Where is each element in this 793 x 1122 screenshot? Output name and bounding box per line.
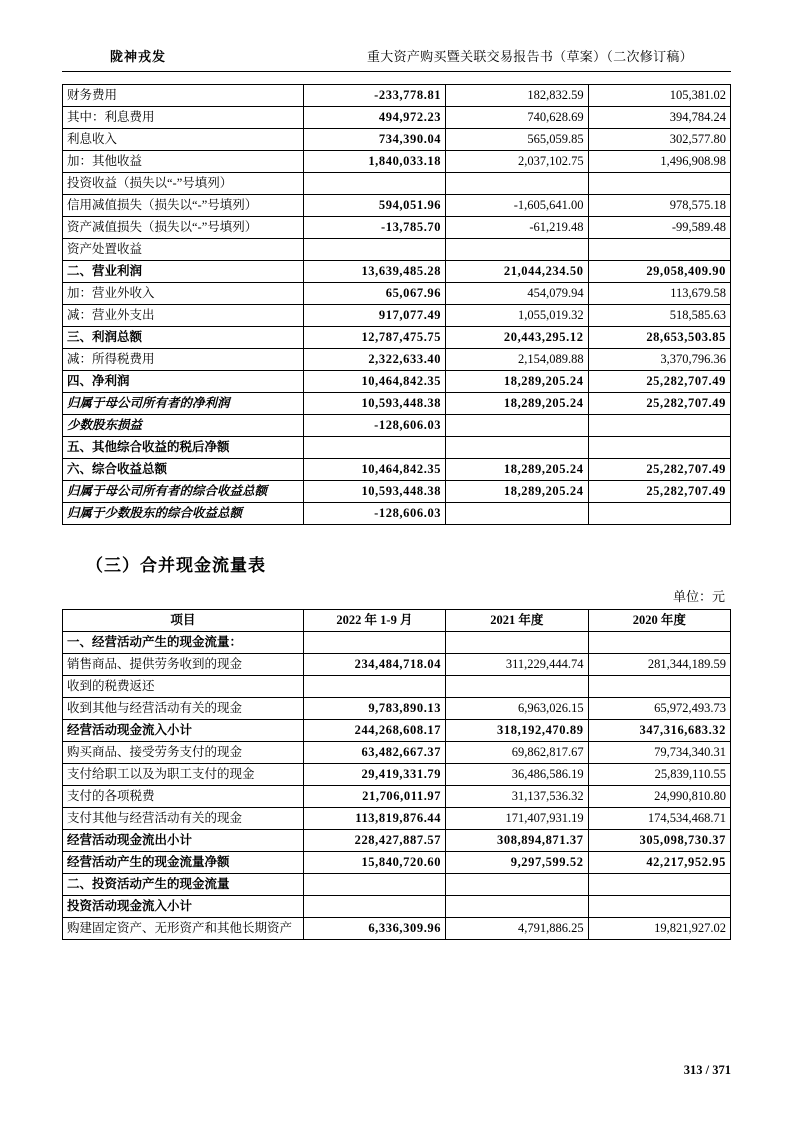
row-value-3: 79,734,340.31 xyxy=(588,742,730,764)
row-value-2: 171,407,931.19 xyxy=(446,808,588,830)
table-row xyxy=(63,654,731,676)
row-value-2 xyxy=(446,239,588,261)
column-header-2020: 2020 年度 xyxy=(588,610,730,632)
row-value-1: 12,787,475.75 xyxy=(303,327,445,349)
row-label: 经营活动产生的现金流量净额 xyxy=(63,852,304,874)
row-label: 投资活动现金流入小计 xyxy=(63,896,304,918)
table-header-row xyxy=(63,610,731,632)
row-value-1: 65,067.96 xyxy=(303,283,445,305)
table-row xyxy=(63,786,731,808)
row-value-2: 311,229,444.74 xyxy=(446,654,588,676)
row-value-3 xyxy=(588,503,730,525)
row-value-3: 65,972,493.73 xyxy=(588,698,730,720)
row-value-3: 28,653,503.85 xyxy=(588,327,730,349)
row-value-3: 394,784.24 xyxy=(588,107,730,129)
row-label: 支付的各项税费 xyxy=(63,786,304,808)
header-divider xyxy=(62,71,731,72)
row-value-2: 2,154,089.88 xyxy=(446,349,588,371)
row-value-2 xyxy=(446,676,588,698)
row-value-3: 3,370,796.36 xyxy=(588,349,730,371)
table-row xyxy=(63,393,731,415)
row-label: 支付给职工以及为职工支付的现金 xyxy=(63,764,304,786)
row-value-1: -13,785.70 xyxy=(303,217,445,239)
header-company-name: 陇神戎发 xyxy=(110,49,167,64)
row-value-1: -233,778.81 xyxy=(303,85,445,107)
row-value-2: 36,486,586.19 xyxy=(446,764,588,786)
section-title: （三）合并现金流量表 xyxy=(86,556,266,575)
row-label: 购建固定资产、无形资产和其他长期资产 xyxy=(63,918,304,940)
row-label: 投资收益（损失以“-”号填列） xyxy=(63,173,304,195)
page-header xyxy=(62,46,731,65)
row-value-2 xyxy=(446,503,588,525)
row-value-2: 18,289,205.24 xyxy=(446,371,588,393)
row-value-3 xyxy=(588,874,730,896)
row-value-1: 10,464,842.35 xyxy=(303,371,445,393)
row-label: 归属于少数股东的综合收益总额 xyxy=(63,503,304,525)
row-value-3 xyxy=(588,896,730,918)
table-row xyxy=(63,85,731,107)
table-row xyxy=(63,371,731,393)
row-value-1: 63,482,667.37 xyxy=(303,742,445,764)
row-label: 二、投资活动产生的现金流量 xyxy=(63,874,304,896)
row-value-1: 10,593,448.38 xyxy=(303,481,445,503)
row-value-1: 1,840,033.18 xyxy=(303,151,445,173)
table-row xyxy=(63,129,731,151)
row-label: 资产减值损失（损失以“-”号填列） xyxy=(63,217,304,239)
row-value-3: 24,990,810.80 xyxy=(588,786,730,808)
row-value-1: 228,427,887.57 xyxy=(303,830,445,852)
row-label: 经营活动现金流入小计 xyxy=(63,720,304,742)
row-value-1: -128,606.03 xyxy=(303,503,445,525)
table-row xyxy=(63,437,731,459)
row-label: 减：所得税费用 xyxy=(63,349,304,371)
table-row xyxy=(63,852,731,874)
row-value-2: 740,628.69 xyxy=(446,107,588,129)
row-value-2: 454,079.94 xyxy=(446,283,588,305)
table-row xyxy=(63,764,731,786)
row-value-1: 234,484,718.04 xyxy=(303,654,445,676)
row-value-2: 69,862,817.67 xyxy=(446,742,588,764)
table-row xyxy=(63,676,731,698)
row-value-1: 10,464,842.35 xyxy=(303,459,445,481)
row-value-1 xyxy=(303,874,445,896)
row-value-3: 105,381.02 xyxy=(588,85,730,107)
table-row xyxy=(63,327,731,349)
row-value-2: 565,059.85 xyxy=(446,129,588,151)
table-row xyxy=(63,151,731,173)
cashflow-statement-table xyxy=(62,609,731,940)
row-label: 其中：利息费用 xyxy=(63,107,304,129)
row-value-3 xyxy=(588,173,730,195)
table-row xyxy=(63,808,731,830)
row-label: 支付其他与经营活动有关的现金 xyxy=(63,808,304,830)
table-row xyxy=(63,720,731,742)
row-label: 二、营业利润 xyxy=(63,261,304,283)
row-value-1: 113,819,876.44 xyxy=(303,808,445,830)
column-header-item: 项目 xyxy=(63,610,304,632)
table-row xyxy=(63,874,731,896)
row-value-3: 978,575.18 xyxy=(588,195,730,217)
row-value-2 xyxy=(446,415,588,437)
row-value-3: 25,282,707.49 xyxy=(588,371,730,393)
column-header-2022: 2022 年 1-9 月 xyxy=(303,610,445,632)
row-label: 加：其他收益 xyxy=(63,151,304,173)
table-row xyxy=(63,632,731,654)
row-value-1 xyxy=(303,173,445,195)
row-label: 财务费用 xyxy=(63,85,304,107)
row-value-3: -99,589.48 xyxy=(588,217,730,239)
row-value-1: 734,390.04 xyxy=(303,129,445,151)
row-value-2: 18,289,205.24 xyxy=(446,393,588,415)
row-value-3: 25,282,707.49 xyxy=(588,459,730,481)
row-value-2 xyxy=(446,896,588,918)
row-label: 购买商品、接受劳务支付的现金 xyxy=(63,742,304,764)
row-value-1 xyxy=(303,239,445,261)
row-value-3: 174,534,468.71 xyxy=(588,808,730,830)
row-label: 少数股东损益 xyxy=(63,415,304,437)
row-label: 五、其他综合收益的税后净额 xyxy=(63,437,304,459)
row-value-3: 281,344,189.59 xyxy=(588,654,730,676)
row-value-3 xyxy=(588,239,730,261)
row-value-2: 4,791,886.25 xyxy=(446,918,588,940)
row-value-3: 42,217,952.95 xyxy=(588,852,730,874)
table-row xyxy=(63,481,731,503)
row-label: 六、综合收益总额 xyxy=(63,459,304,481)
row-value-2: 182,832.59 xyxy=(446,85,588,107)
table-row xyxy=(63,349,731,371)
row-value-2: 18,289,205.24 xyxy=(446,481,588,503)
row-value-2: 308,894,871.37 xyxy=(446,830,588,852)
row-value-2: 6,963,026.15 xyxy=(446,698,588,720)
table-row xyxy=(63,283,731,305)
table-row xyxy=(63,217,731,239)
row-value-2 xyxy=(446,173,588,195)
table-row xyxy=(63,830,731,852)
row-label: 资产处置收益 xyxy=(63,239,304,261)
row-value-2: 2,037,102.75 xyxy=(446,151,588,173)
row-value-2: 9,297,599.52 xyxy=(446,852,588,874)
row-value-2: -61,219.48 xyxy=(446,217,588,239)
table-row xyxy=(63,896,731,918)
row-value-3: 347,316,683.32 xyxy=(588,720,730,742)
header-document-title: 重大资产购买暨关联交易报告书（草案）（二次修订稿） xyxy=(366,49,693,64)
row-value-3 xyxy=(588,632,730,654)
row-label: 三、利润总额 xyxy=(63,327,304,349)
table-row xyxy=(63,107,731,129)
row-value-3 xyxy=(588,415,730,437)
row-value-3: 25,839,110.55 xyxy=(588,764,730,786)
table-row xyxy=(63,195,731,217)
table-row xyxy=(63,918,731,940)
row-value-1: -128,606.03 xyxy=(303,415,445,437)
row-label: 销售商品、提供劳务收到的现金 xyxy=(63,654,304,676)
row-value-3: 25,282,707.49 xyxy=(588,481,730,503)
row-value-3: 19,821,927.02 xyxy=(588,918,730,940)
row-value-1: 9,783,890.13 xyxy=(303,698,445,720)
row-value-2 xyxy=(446,874,588,896)
row-value-3: 302,577.80 xyxy=(588,129,730,151)
row-value-1 xyxy=(303,676,445,698)
table-row xyxy=(63,698,731,720)
table-row xyxy=(63,305,731,327)
row-value-1: 29,419,331.79 xyxy=(303,764,445,786)
table-row xyxy=(63,503,731,525)
row-label: 信用减值损失（损失以“-”号填列） xyxy=(63,195,304,217)
row-value-2: 18,289,205.24 xyxy=(446,459,588,481)
table-row xyxy=(63,173,731,195)
row-label: 收到其他与经营活动有关的现金 xyxy=(63,698,304,720)
table-row xyxy=(63,742,731,764)
row-value-2: 318,192,470.89 xyxy=(446,720,588,742)
row-value-1: 21,706,011.97 xyxy=(303,786,445,808)
row-value-1 xyxy=(303,437,445,459)
table-row xyxy=(63,415,731,437)
row-value-2: 31,137,536.32 xyxy=(446,786,588,808)
unit-label: 单位：元 xyxy=(672,589,725,604)
row-value-3 xyxy=(588,437,730,459)
row-value-3: 25,282,707.49 xyxy=(588,393,730,415)
row-value-2: -1,605,641.00 xyxy=(446,195,588,217)
row-value-1 xyxy=(303,896,445,918)
row-value-2 xyxy=(446,437,588,459)
row-value-1: 494,972.23 xyxy=(303,107,445,129)
row-value-1: 15,840,720.60 xyxy=(303,852,445,874)
income-statement-table xyxy=(62,84,731,525)
row-label: 经营活动现金流出小计 xyxy=(63,830,304,852)
row-label: 归属于母公司所有者的净利润 xyxy=(63,393,304,415)
row-value-1: 244,268,608.17 xyxy=(303,720,445,742)
row-value-3: 305,098,730.37 xyxy=(588,830,730,852)
table-row xyxy=(63,239,731,261)
row-value-2: 1,055,019.32 xyxy=(446,305,588,327)
table-row xyxy=(63,459,731,481)
row-value-1: 594,051.96 xyxy=(303,195,445,217)
row-value-1: 2,322,633.40 xyxy=(303,349,445,371)
row-value-1: 10,593,448.38 xyxy=(303,393,445,415)
row-label: 加：营业外收入 xyxy=(63,283,304,305)
row-value-1 xyxy=(303,632,445,654)
row-value-1: 917,077.49 xyxy=(303,305,445,327)
row-label: 收到的税费返还 xyxy=(63,676,304,698)
row-value-3: 113,679.58 xyxy=(588,283,730,305)
row-value-1: 13,639,485.28 xyxy=(303,261,445,283)
row-label: 一、经营活动产生的现金流量： xyxy=(63,632,304,654)
row-label: 四、净利润 xyxy=(63,371,304,393)
row-value-2: 21,044,234.50 xyxy=(446,261,588,283)
row-value-2 xyxy=(446,632,588,654)
row-label: 利息收入 xyxy=(63,129,304,151)
row-value-3: 29,058,409.90 xyxy=(588,261,730,283)
row-value-3 xyxy=(588,676,730,698)
row-value-1: 6,336,309.96 xyxy=(303,918,445,940)
page-number: 313 / 371 xyxy=(683,1063,731,1077)
row-label: 减：营业外支出 xyxy=(63,305,304,327)
table-row xyxy=(63,261,731,283)
row-value-2: 20,443,295.12 xyxy=(446,327,588,349)
row-value-3: 1,496,908.98 xyxy=(588,151,730,173)
column-header-2021: 2021 年度 xyxy=(446,610,588,632)
row-label: 归属于母公司所有者的综合收益总额 xyxy=(63,481,304,503)
row-value-3: 518,585.63 xyxy=(588,305,730,327)
